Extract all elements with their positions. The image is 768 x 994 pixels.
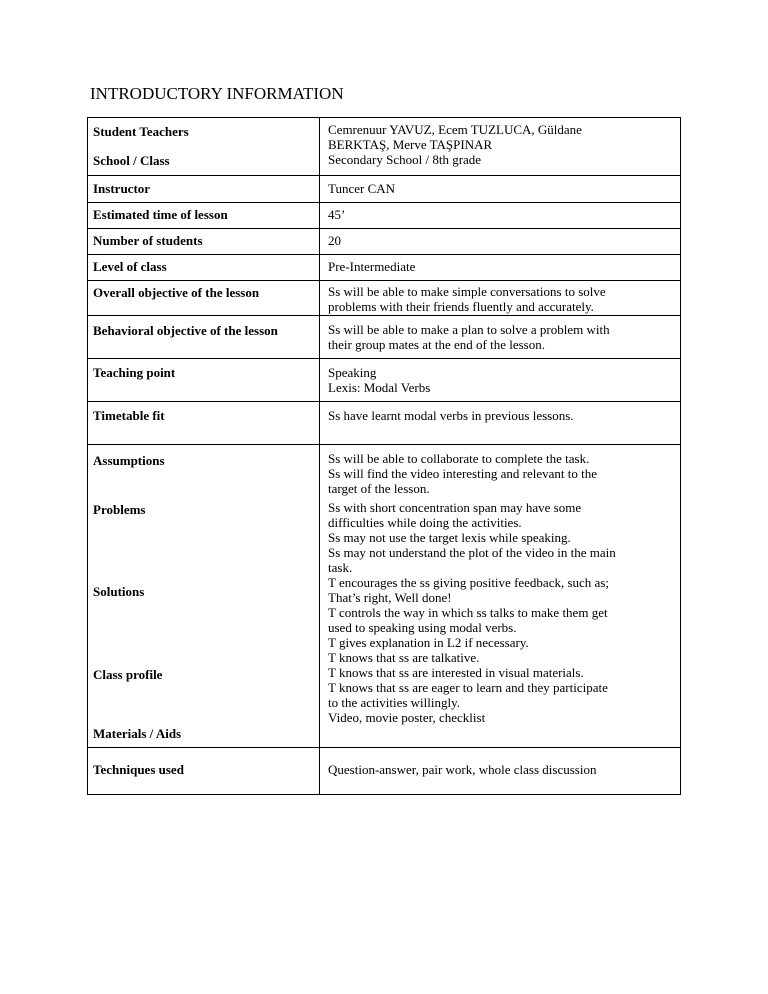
value-behavioral-objective: Ss will be able to make a plan to solve a problem with their group mates at the end of the lesson. (328, 322, 610, 352)
value-class-profile: T knows that ss are talkative. T knows that ss are interested in visual materials. T knows that ss are eager to learn and they participate to the activities willingly. (328, 650, 608, 710)
row-divider (88, 401, 680, 402)
label-school-class: School / Class (93, 153, 170, 168)
label-level-of-class: Level of class (93, 259, 167, 274)
value-instructor: Tuncer CAN (328, 181, 396, 196)
label-class-profile: Class profile (93, 667, 163, 682)
row-divider (88, 175, 680, 176)
label-techniques-used: Techniques used (93, 762, 184, 777)
value-student-teachers: Cemrenuur YAVUZ, Ecem TUZLUCA, Güldane BERKTAŞ, Merve TAŞPINAR (328, 122, 582, 152)
value-number-of-students: 20 (328, 233, 341, 248)
value-level-of-class: Pre-Intermediate (328, 259, 416, 274)
column-divider (319, 118, 320, 794)
label-instructor: Instructor (93, 181, 151, 196)
value-problems: Ss with short concentration span may have some difficulties while doing the activities. Ss may not use the target lexis while speaking. Ss may not understand the plot of the video in the main task. (328, 500, 616, 575)
value-assumptions: Ss will be able to collaborate to complete the task. Ss will find the video interesting and relevant to the target of the lesson. (328, 451, 597, 496)
page-heading: INTRODUCTORY INFORMATION (90, 84, 344, 103)
value-techniques-used: Question-answer, pair work, whole class discussion (328, 762, 597, 777)
row-divider (88, 228, 680, 229)
label-teaching-point: Teaching point (93, 365, 176, 380)
info-table (87, 117, 681, 795)
label-behavioral-objective: Behavioral objective of the lesson (93, 323, 278, 338)
value-overall-objective: Ss will be able to make simple conversations to solve problems with their friends fluently and accurately. (328, 284, 606, 314)
row-divider (88, 444, 680, 445)
value-timetable-fit: Ss have learnt modal verbs in previous lessons. (328, 408, 574, 423)
value-solutions: T encourages the ss giving positive feedback, such as; That’s right, Well done! T controls the way in which ss talks to make them get used to speaking using modal verbs. T gives explanation in L2 if necessary. (328, 575, 609, 650)
label-number-of-students: Number of students (93, 233, 203, 248)
label-solutions: Solutions (93, 584, 145, 599)
row-divider (88, 202, 680, 203)
row-divider (88, 358, 680, 359)
label-assumptions: Assumptions (93, 453, 165, 468)
value-estimated-time: 45’ (328, 207, 346, 222)
label-overall-objective: Overall objective of the lesson (93, 285, 260, 300)
value-materials-aids: Video, movie poster, checklist (328, 710, 486, 725)
label-materials-aids: Materials / Aids (93, 726, 182, 741)
label-problems: Problems (93, 502, 146, 517)
label-timetable-fit: Timetable fit (93, 408, 165, 423)
value-school-class: Secondary School / 8th grade (328, 152, 482, 167)
row-divider (88, 315, 680, 316)
row-divider (88, 747, 680, 748)
row-divider (88, 254, 680, 255)
label-estimated-time: Estimated time of lesson (93, 207, 228, 222)
label-student-teachers: Student Teachers (93, 124, 189, 139)
value-teaching-point: Speaking Lexis: Modal Verbs (328, 365, 431, 395)
row-divider (88, 280, 680, 281)
